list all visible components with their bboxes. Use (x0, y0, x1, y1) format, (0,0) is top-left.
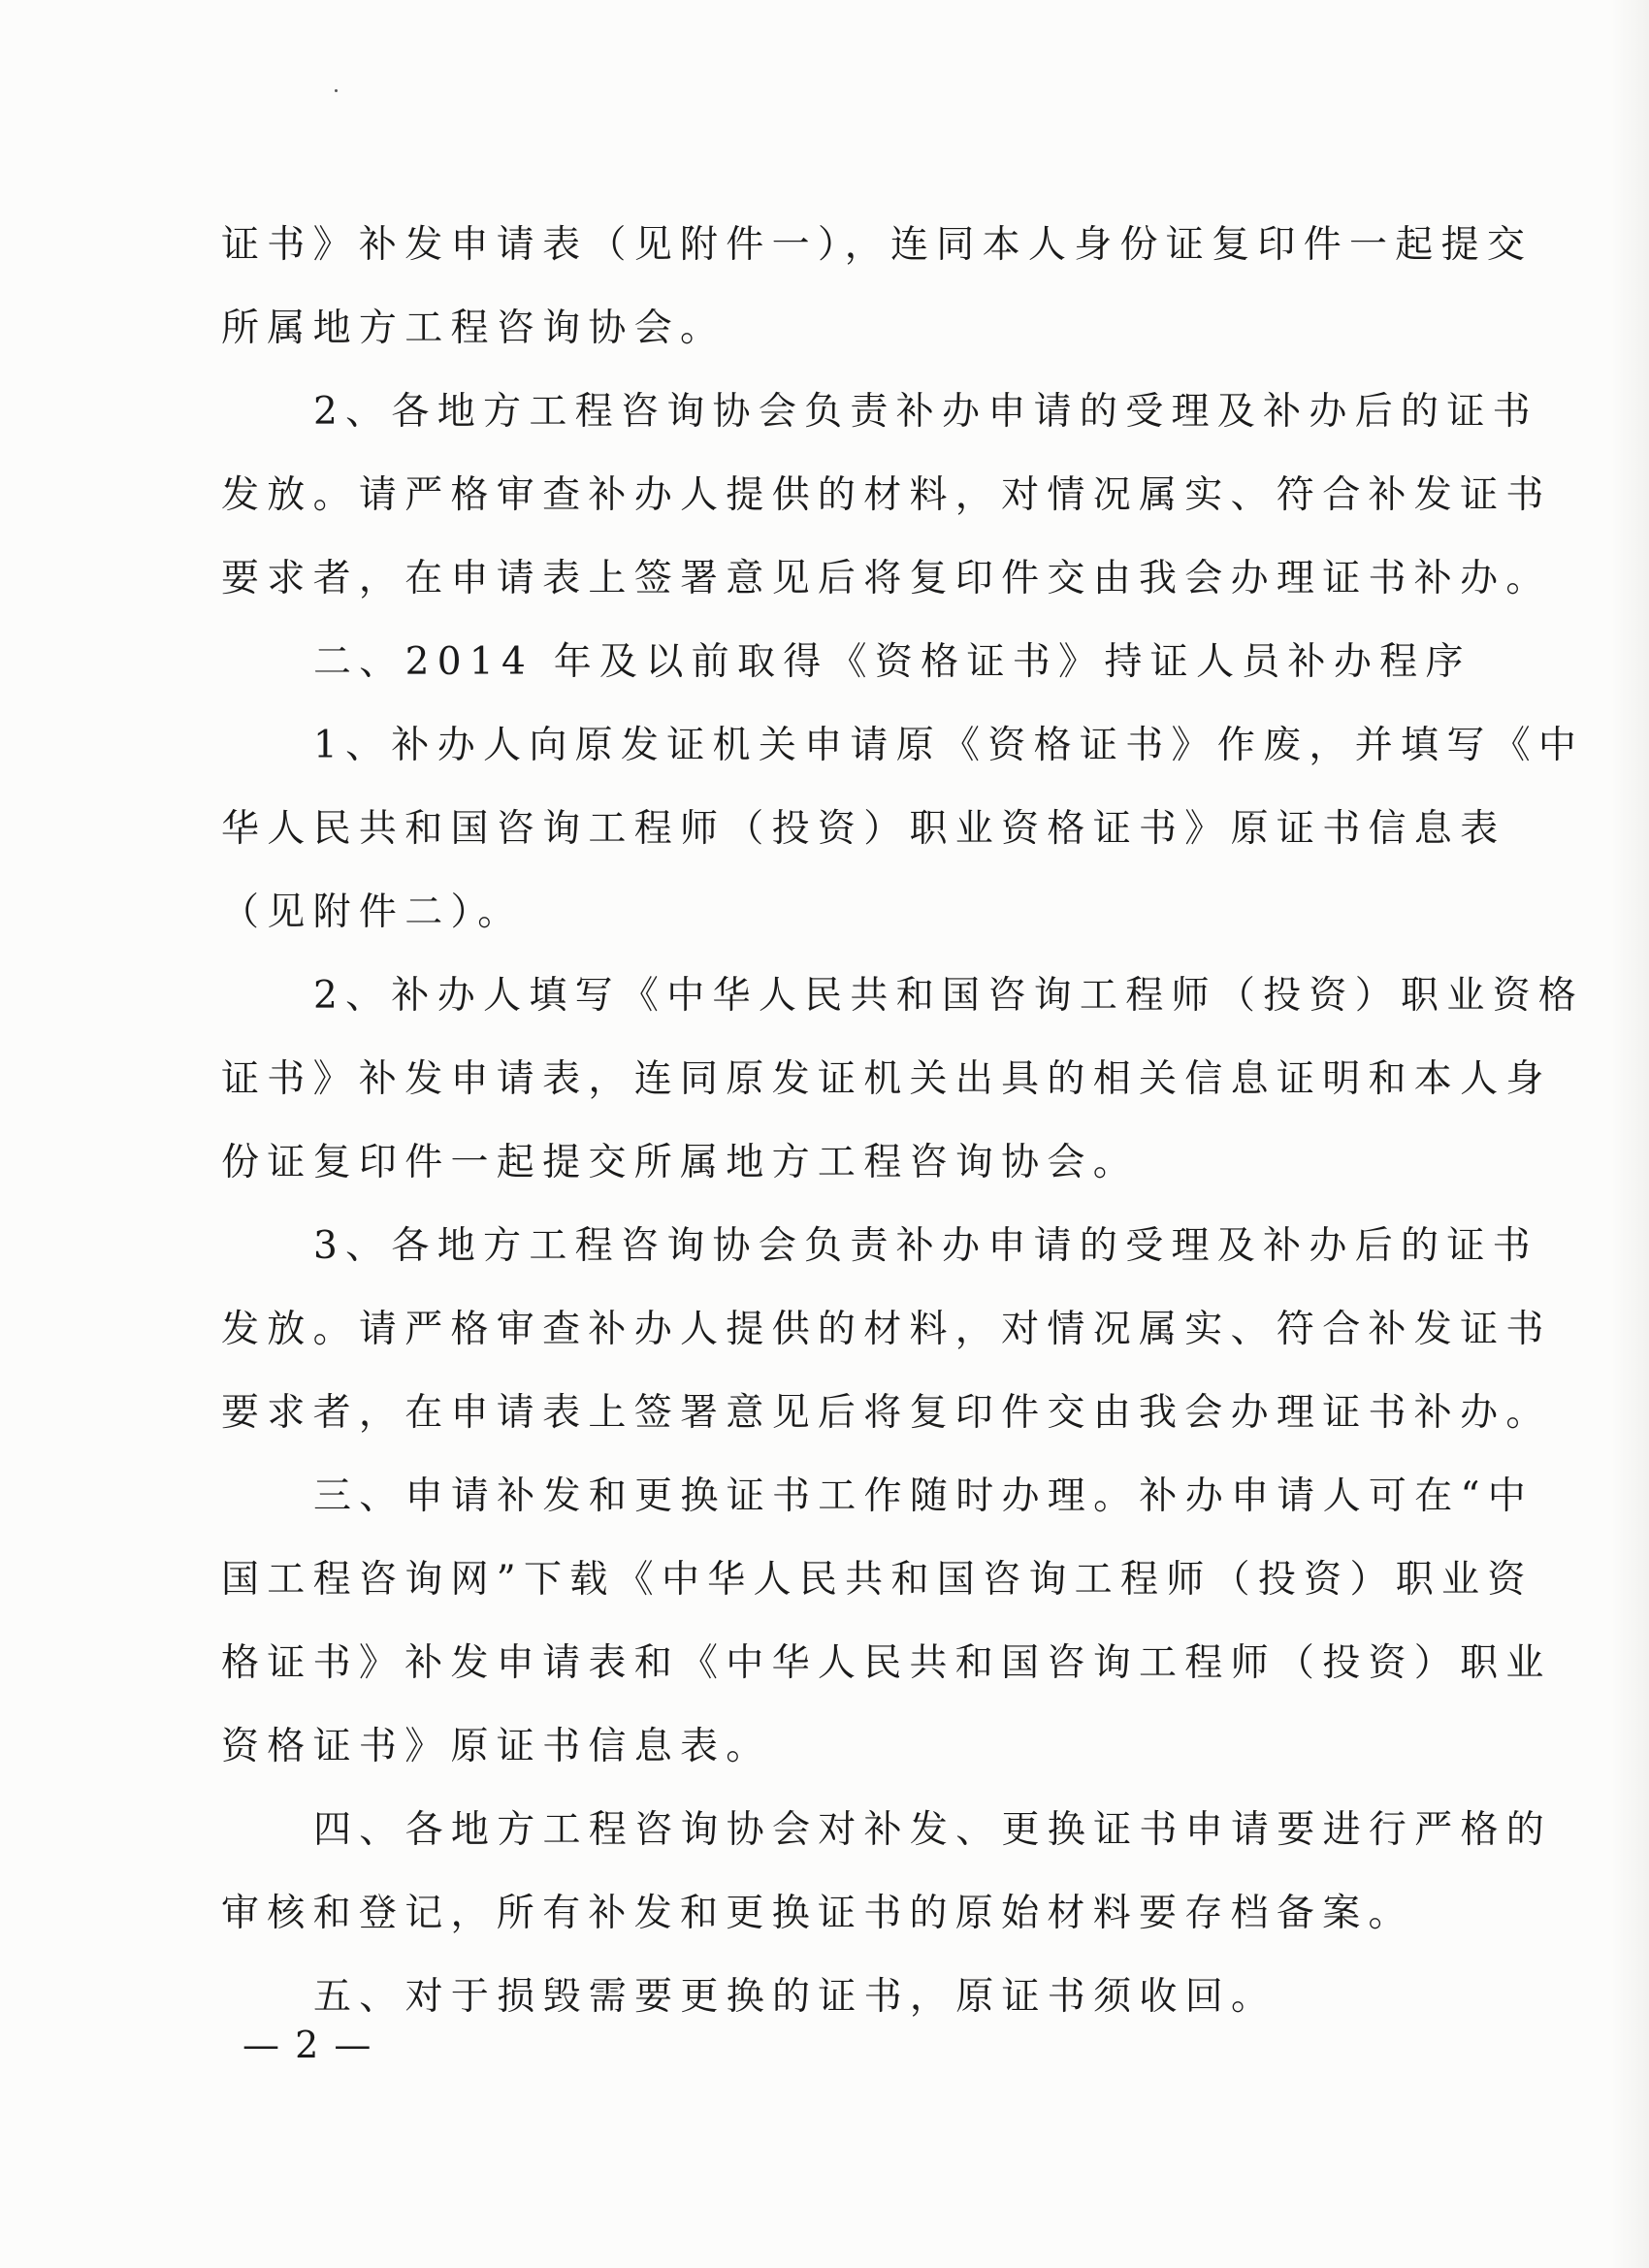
text-line: 要求者，在申请表上签署意见后将复印件交由我会办理证书补办。 (221, 557, 1552, 600)
text-line: 3、各地方工程咨询协会负责补办申请的受理及补办后的证书 (313, 1224, 1538, 1268)
text-line: 审核和登记，所有补发和更换证书的原始材料要存档备案。 (221, 1892, 1414, 1935)
text-line: 发放。请严格审查补办人提供的材料，对情况属实、符合补发证书 (221, 1308, 1552, 1351)
scan-speck (335, 89, 338, 92)
text-line: 1、补办人向原发证机关申请原《资格证书》作废，并填写《中 (313, 724, 1585, 767)
text-line: 华人民共和国咨询工程师（投资）职业资格证书》原证书信息表 (221, 807, 1506, 851)
text-line: 要求者，在申请表上签署意见后将复印件交由我会办理证书补办。 (221, 1391, 1552, 1435)
page-number: — 2 — (242, 2024, 373, 2066)
text-line: 发放。请严格审查补办人提供的材料，对情况属实、符合补发证书 (221, 473, 1552, 517)
text-line: 三、申请补发和更换证书工作随时办理。补办申请人可在“中 (313, 1474, 1535, 1518)
text-line: 二、2014 年及以前取得《资格证书》持证人员补办程序 (313, 640, 1471, 684)
text-line: 2、各地方工程咨询协会负责补办申请的受理及补办后的证书 (313, 390, 1538, 434)
text-line: 格证书》补发申请表和《中华人民共和国咨询工程师（投资）职业 (221, 1641, 1552, 1685)
text-line: 四、各地方工程咨询协会对补发、更换证书申请要进行严格的 (313, 1808, 1553, 1852)
text-line: 证书》补发申请表（见附件一），连同本人身份证复印件一起提交 (221, 223, 1534, 267)
text-line: 五、对于损毁需要更换的证书，原证书须收回。 (313, 1975, 1277, 2019)
text-line: 资格证书》原证书信息表。 (221, 1725, 772, 1768)
text-line: 所属地方工程咨询协会。 (221, 307, 727, 350)
text-line: 份证复印件一起提交所属地方工程咨询协会。 (221, 1141, 1140, 1184)
scan-shadow (1610, 0, 1649, 2268)
document-body (221, 204, 1585, 2039)
text-line: 2、补办人填写《中华人民共和国咨询工程师（投资）职业资格 (313, 974, 1585, 1018)
text-line: （见附件二）。 (221, 891, 524, 934)
text-line: 国工程咨询网”下载《中华人民共和国咨询工程师（投资）职业资 (221, 1558, 1534, 1602)
text-line: 证书》补发申请表，连同原发证机关出具的相关信息证明和本人身 (221, 1057, 1552, 1101)
